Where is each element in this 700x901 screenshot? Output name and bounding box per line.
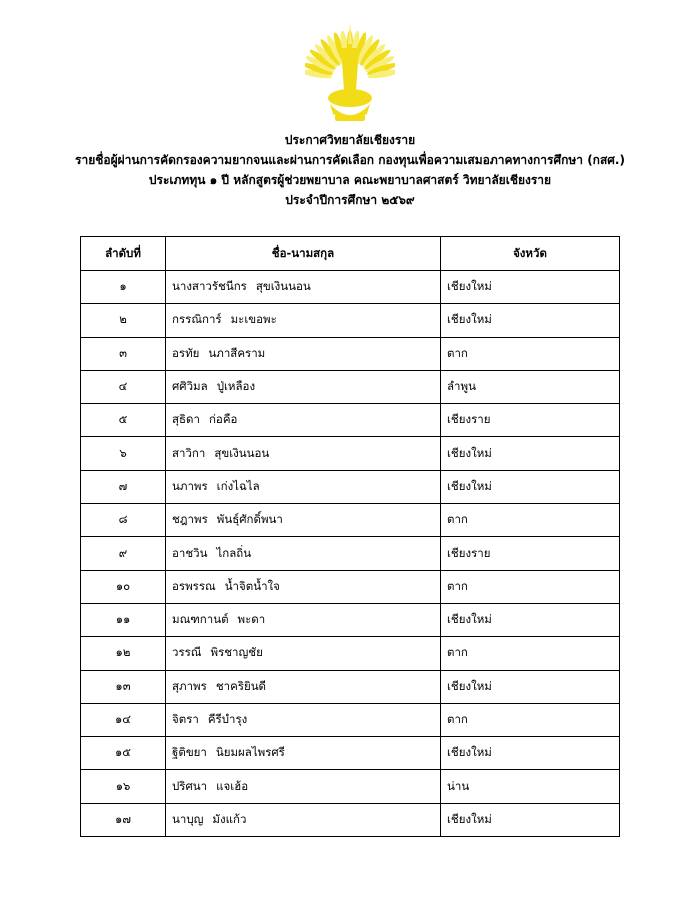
first-name: กรรณิการ์ bbox=[172, 312, 222, 327]
first-name: อรพรรณ bbox=[172, 578, 216, 593]
cell-province: เชียงใหม่ bbox=[441, 670, 620, 703]
cell-name bbox=[166, 603, 441, 636]
table-row bbox=[81, 404, 620, 437]
cell-province: เชียงใหม่ bbox=[441, 603, 620, 636]
cell-order: ๓ bbox=[81, 337, 166, 370]
cell-order: ๑๔ bbox=[81, 703, 166, 736]
last-name: ก่อคือ bbox=[208, 412, 238, 427]
table-row bbox=[81, 504, 620, 537]
last-name: พิรชาญชัย bbox=[210, 645, 263, 660]
heading-line-2: รายชื่อผู้ผ่านการคัดกรองความยากจนและผ่านการคัดเลือก กองทุนเพื่อความเสมอภาคทางการศึกษา (กสศ.) bbox=[75, 153, 625, 167]
header-province: จังหวัด bbox=[441, 237, 620, 271]
last-name: พันธุ์ศักดิ์พนา bbox=[216, 512, 283, 527]
cell-province: เชียงราย bbox=[441, 537, 620, 570]
cell-province: เชียงใหม่ bbox=[441, 437, 620, 470]
cell-province: เชียงใหม่ bbox=[441, 737, 620, 770]
heading-line-1: ประกาศวิทยาลัยเชียงราย bbox=[284, 133, 416, 147]
cell-order: ๔ bbox=[81, 370, 166, 403]
first-name: นาบุญ bbox=[172, 811, 204, 826]
table-row bbox=[81, 337, 620, 370]
first-name: นางสาวรัชนีกร bbox=[172, 279, 247, 294]
table-header-row bbox=[81, 237, 620, 271]
first-name: นภาพร bbox=[172, 478, 208, 493]
cell-order: ๑ bbox=[81, 271, 166, 304]
cell-name bbox=[166, 703, 441, 736]
table-row bbox=[81, 370, 620, 403]
cell-order: ๑๓ bbox=[81, 670, 166, 703]
table-row bbox=[81, 437, 620, 470]
last-name: ปู่เหลือง bbox=[216, 379, 256, 394]
announcement-heading bbox=[0, 130, 700, 210]
cell-province: น่าน bbox=[441, 770, 620, 803]
first-name: ฐิติขยา bbox=[172, 745, 207, 760]
table-row bbox=[81, 803, 620, 836]
cell-province: เชียงใหม่ bbox=[441, 470, 620, 503]
first-name: วรรณี bbox=[172, 645, 202, 660]
cell-order: ๗ bbox=[81, 470, 166, 503]
last-name: สุขเงินนอน bbox=[255, 279, 311, 294]
cell-name bbox=[166, 337, 441, 370]
cell-name bbox=[166, 404, 441, 437]
last-name: มังแก้ว bbox=[212, 811, 247, 826]
cell-order: ๑๖ bbox=[81, 770, 166, 803]
first-name: อรทัย bbox=[172, 345, 200, 360]
cell-province: ตาก bbox=[441, 637, 620, 670]
table-row bbox=[81, 703, 620, 736]
last-name: เก่งไฉไล bbox=[216, 478, 260, 493]
first-name: ชฎาพร bbox=[172, 512, 208, 527]
last-name: แจเฮ้อ bbox=[216, 778, 249, 793]
cell-province: ตาก bbox=[441, 337, 620, 370]
cell-order: ๑๒ bbox=[81, 637, 166, 670]
last-name: ไกลถิ่น bbox=[216, 545, 252, 560]
cell-order: ๒ bbox=[81, 304, 166, 337]
first-name: มณฑกานต์ bbox=[172, 612, 229, 627]
cell-name bbox=[166, 470, 441, 503]
cell-name bbox=[166, 737, 441, 770]
table-row bbox=[81, 570, 620, 603]
first-name: ศศิวิมล bbox=[172, 379, 208, 394]
last-name: พะดา bbox=[237, 612, 266, 627]
last-name: นิยมผลไพรศรี bbox=[215, 745, 285, 760]
heading-line-4: ประจำปีการศึกษา ๒๕๖๙ bbox=[285, 193, 415, 207]
cell-order: ๘ bbox=[81, 504, 166, 537]
cell-name bbox=[166, 271, 441, 304]
first-name: ปริศนา bbox=[172, 778, 208, 793]
cell-name bbox=[166, 770, 441, 803]
scholarship-list-table bbox=[80, 236, 620, 837]
cell-name bbox=[166, 437, 441, 470]
last-name: ชาคริยินดี bbox=[215, 678, 267, 693]
header-name: ชื่อ-นามสกุล bbox=[166, 237, 441, 271]
cell-province: เชียงใหม่ bbox=[441, 304, 620, 337]
cell-province: ตาก bbox=[441, 504, 620, 537]
cell-name bbox=[166, 370, 441, 403]
cell-name bbox=[166, 670, 441, 703]
cell-order: ๑๑ bbox=[81, 603, 166, 636]
cell-order: ๑๐ bbox=[81, 570, 166, 603]
cell-order: ๖ bbox=[81, 437, 166, 470]
table-row bbox=[81, 770, 620, 803]
cell-name bbox=[166, 637, 441, 670]
table-row bbox=[81, 670, 620, 703]
table-row bbox=[81, 304, 620, 337]
last-name: สุขเงินนอน bbox=[214, 445, 270, 460]
first-name: สุภาพร bbox=[172, 678, 207, 693]
first-name: จิตรา bbox=[172, 712, 199, 726]
heading-line-3: ประเภททุน ๑ ปี หลักสูตรผู้ช่วยพยาบาล คณะพยาบาลศาสตร์ วิทยาลัยเชียงราย bbox=[148, 173, 552, 187]
cell-name bbox=[166, 803, 441, 836]
cell-province: ตาก bbox=[441, 570, 620, 603]
cell-order: ๑๗ bbox=[81, 803, 166, 836]
header-order: ลำดับที่ bbox=[81, 237, 166, 271]
last-name: มะเขอพะ bbox=[230, 312, 277, 327]
cell-name bbox=[166, 304, 441, 337]
cell-order: ๑๕ bbox=[81, 737, 166, 770]
last-name: นภาสีคราม bbox=[208, 345, 266, 360]
first-name: สาวิกา bbox=[172, 445, 206, 460]
table-row bbox=[81, 470, 620, 503]
first-name: อาชวิน bbox=[172, 545, 208, 560]
table-row bbox=[81, 271, 620, 304]
last-name: คีรีบำรุง bbox=[207, 712, 248, 726]
cell-province: เชียงราย bbox=[441, 404, 620, 437]
cell-province: เชียงใหม่ bbox=[441, 271, 620, 304]
table-row bbox=[81, 737, 620, 770]
cell-order: ๙ bbox=[81, 537, 166, 570]
cell-name bbox=[166, 570, 441, 603]
table-row bbox=[81, 537, 620, 570]
cell-province: ตาก bbox=[441, 703, 620, 736]
cell-name bbox=[166, 537, 441, 570]
cell-province: ลำพูน bbox=[441, 370, 620, 403]
college-logo-icon bbox=[305, 18, 395, 126]
last-name: น้ำจิตน้ำใจ bbox=[224, 578, 280, 593]
table-row bbox=[81, 637, 620, 670]
table-row bbox=[81, 603, 620, 636]
cell-province: เชียงใหม่ bbox=[441, 803, 620, 836]
cell-name bbox=[166, 504, 441, 537]
first-name: สุธิดา bbox=[172, 412, 200, 427]
cell-order: ๕ bbox=[81, 404, 166, 437]
